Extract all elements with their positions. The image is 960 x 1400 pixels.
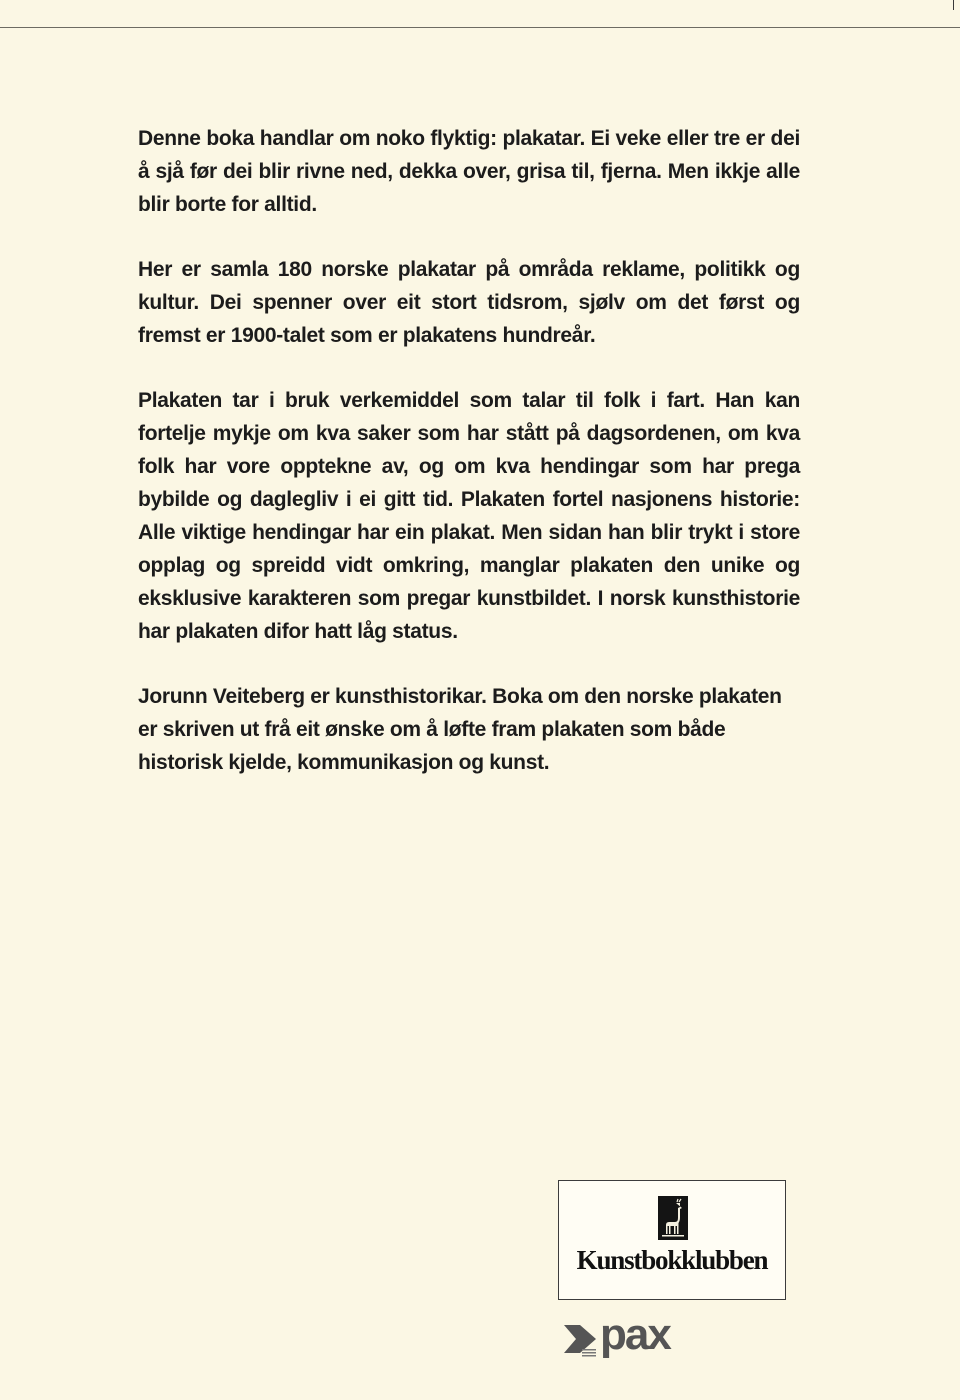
crop-mark [953, 0, 954, 10]
kunstbokklubben-logo-box [558, 1180, 786, 1300]
back-cover-text [138, 122, 800, 811]
paragraph-poster-history: Plakaten tar i bruk verkemiddel som talar til folk i fart. Han kan fortelje mykje om kva saker som har stått på dagsordenen, om kva folk har vore opptekne av, og om kva hendingar som har prega bybilde og daglegliv i ei gitt tid. Plakaten fortel nasjonens historie: Alle viktige hendingar har ein plakat. Men sidan han blir trykt i store opplag og spreidd vidt omkring, manglar plakaten den unike og eksklusive karakteren som pregar kunstbildet. I norsk kunsthistorie har plakaten difor hatt låg status. [138, 389, 800, 643]
paragraph-author: Jorunn Veiteberg er kunsthistorikar. Boka om den norske plakaten er skriven ut frå eit ønske om å løfte fram plakaten som både historisk kjelde, kommunikasjon og kunst. [138, 685, 782, 774]
pax-publisher-logo [562, 1310, 694, 1362]
club-name: Kunstbokklubben [576, 1245, 768, 1275]
publisher-name: pax [600, 1310, 670, 1359]
deer-icon [658, 1196, 688, 1240]
pax-arrow-icon [562, 1319, 598, 1359]
top-border-line [0, 27, 960, 28]
paragraph-collection: Her er samla 180 norske plakatar på områda reklame, politikk og kultur. Dei spenner over eit stort tidsrom, sjølv om det først og fremst er 1900-talet som er plakatens hundreår. [138, 258, 800, 347]
paragraph-intro: Denne boka handlar om noko flyktig: plakatar. Ei veke eller tre er dei å sjå før dei blir rivne ned, dekka over, grisa til, fjerna. Men ikkje alle blir borte for alltid. [138, 127, 800, 216]
